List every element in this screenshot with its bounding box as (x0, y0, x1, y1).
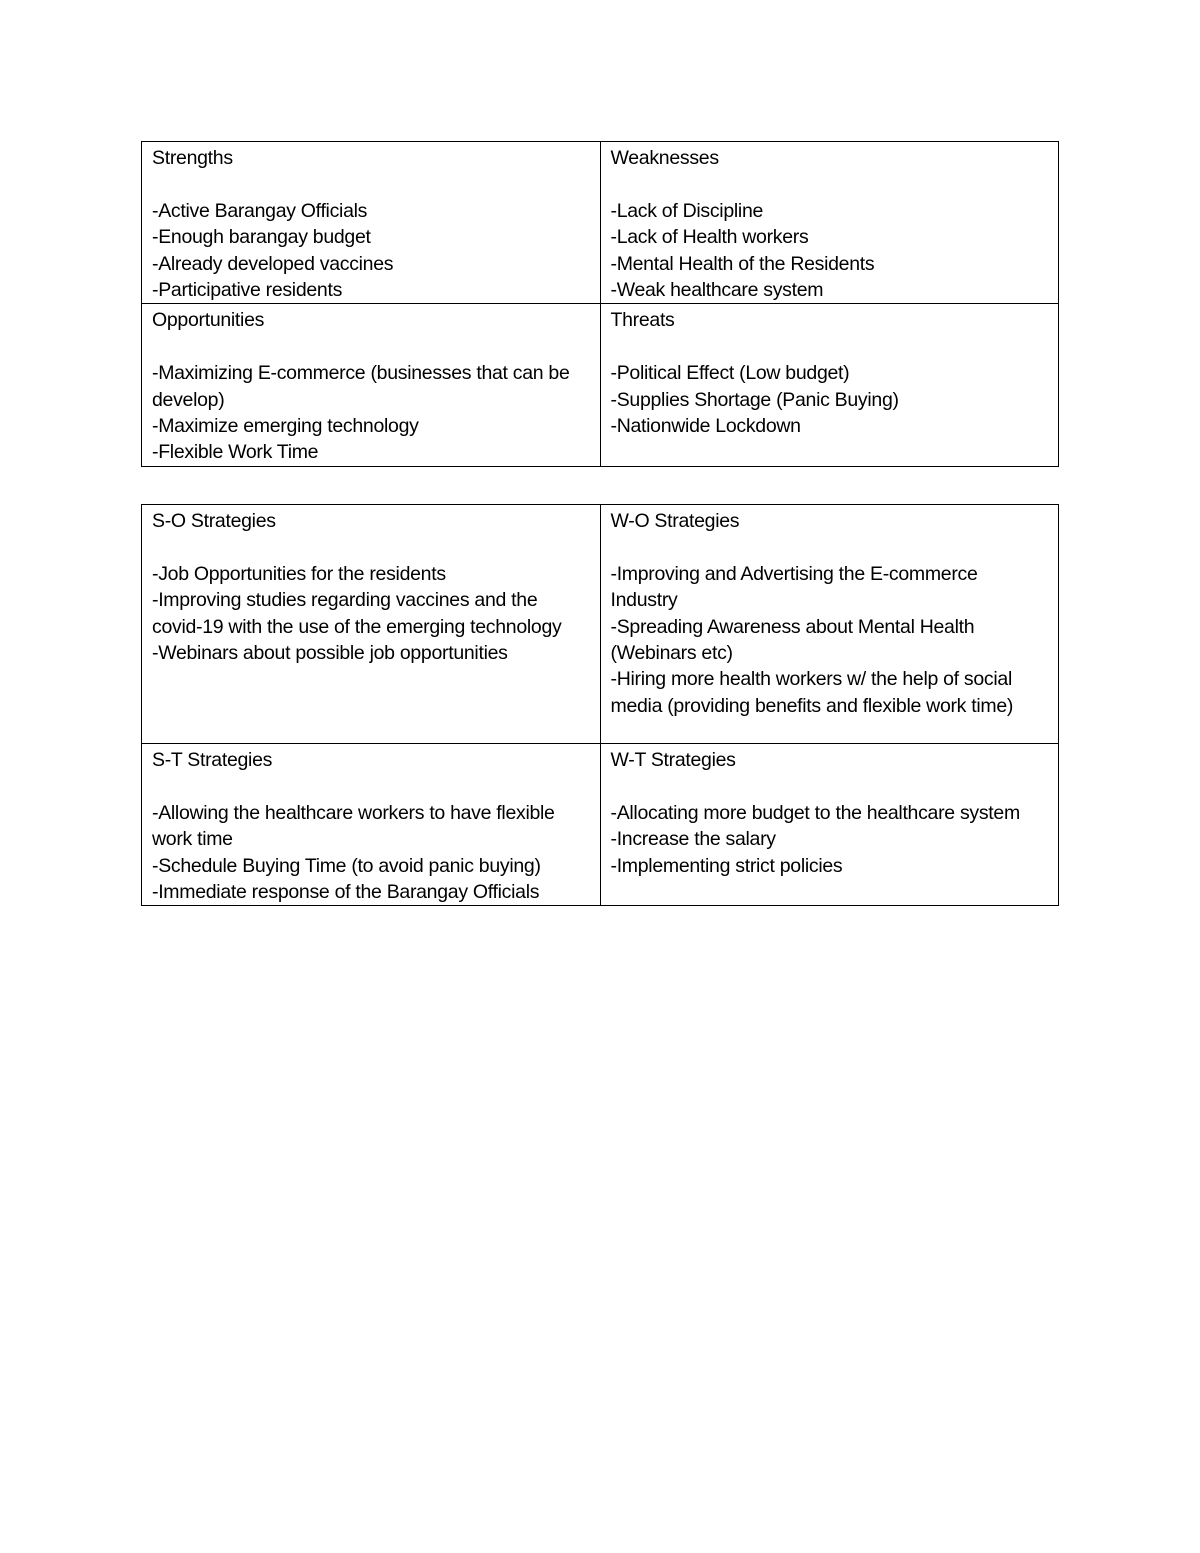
strengths-cell (142, 142, 601, 304)
tows-strategies-table (141, 504, 1059, 906)
spacer (152, 773, 590, 799)
spacer (611, 334, 1049, 360)
spacer (611, 773, 1049, 799)
so-strategies-heading: S-O Strategies (152, 510, 276, 532)
swot-row-internal (142, 142, 1059, 304)
strength-item: -Participative residents (152, 279, 343, 302)
opportunity-item: -Maximize emerging technology (152, 415, 419, 438)
threats-heading: Threats (610, 309, 675, 332)
strength-item: -Already developed vaccines (152, 252, 394, 275)
wo-strategy-item: -Hiring more health workers w/ the help of social media (providing benefits and flexible work time) (610, 668, 1014, 717)
so-strategy-item: -Job Opportunities for the residents (152, 562, 446, 585)
st-strategy-item: -Allowing the healthcare workers to have flexible work time (152, 801, 555, 851)
wt-strategy-item: -Allocating more budget to the healthcare system (610, 801, 1020, 824)
opportunities-cell (142, 304, 601, 466)
wo-strategies-cell (600, 505, 1059, 744)
wt-strategies-cell (600, 744, 1059, 906)
weakness-item: -Lack of Discipline (610, 199, 764, 222)
threats-cell (600, 304, 1059, 466)
spacer (152, 534, 590, 560)
st-strategy-item: -Immediate response of the Barangay Officials (152, 881, 540, 904)
strength-item: -Active Barangay Officials (152, 199, 368, 222)
tows-row-opportunities (142, 505, 1059, 744)
strengths-heading: Strengths (152, 147, 233, 169)
weakness-item: -Mental Health of the Residents (610, 252, 875, 275)
wt-strategy-item: -Implementing strict policies (610, 854, 843, 877)
spacer (611, 171, 1049, 197)
swot-row-external (142, 304, 1059, 466)
spacer (611, 534, 1049, 560)
tows-row-threats (142, 744, 1059, 906)
wt-strategy-item: -Increase the salary (610, 828, 776, 851)
weakness-item: -Weak healthcare system (610, 279, 824, 302)
wo-strategy-item: -Improving and Advertising the E-commerce Industry (610, 562, 978, 612)
st-strategies-heading: S-T Strategies (152, 749, 273, 771)
weakness-item: -Lack of Health workers (610, 226, 809, 249)
wt-strategies-heading: W-T Strategies (610, 749, 736, 771)
wo-strategy-item: -Spreading Awareness about Mental Health (Webinars etc) (610, 615, 975, 665)
threat-item: -Political Effect (Low budget) (610, 362, 850, 385)
opportunity-item: -Maximizing E-commerce (businesses that can be develop) (152, 362, 570, 411)
so-strategy-item: -Improving studies regarding vaccines and the covid-19 with the use of the emerging technology (152, 589, 562, 638)
st-strategy-item: -Schedule Buying Time (to avoid panic buying) (152, 854, 541, 877)
so-strategy-item: -Webinars about possible job opportunities (152, 642, 508, 665)
threat-item: -Supplies Shortage (Panic Buying) (610, 388, 899, 411)
wo-strategies-heading: W-O Strategies (610, 510, 740, 532)
opportunities-heading: Opportunities (152, 309, 265, 332)
spacer (152, 171, 590, 197)
opportunity-item: -Flexible Work Time (152, 441, 319, 464)
weaknesses-cell (600, 142, 1059, 304)
st-strategies-cell (142, 744, 601, 906)
threat-item: -Nationwide Lockdown (610, 415, 801, 438)
so-strategies-cell (142, 505, 601, 744)
swot-matrix-table (141, 141, 1059, 467)
strength-item: -Enough barangay budget (152, 226, 371, 249)
weaknesses-heading: Weaknesses (610, 147, 719, 169)
spacer (152, 334, 590, 360)
